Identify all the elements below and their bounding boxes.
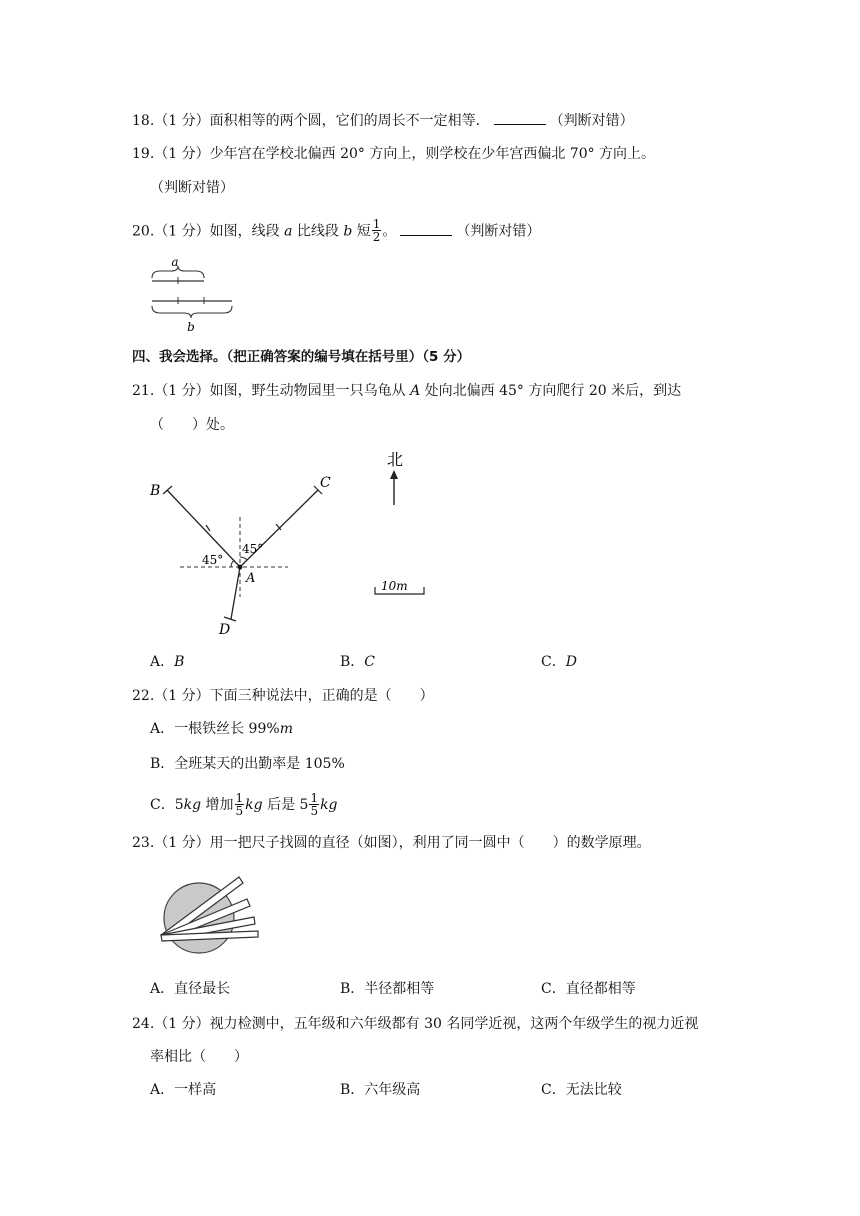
fraction-denominator: 2	[372, 230, 381, 244]
question-19-text: 19.（1 分）少年宫在学校北偏西 20° 方向上，则学校在少年宫西偏北 70° 方向上。	[132, 146, 656, 162]
fraction-denominator: 5	[310, 803, 319, 818]
option-A[interactable]	[150, 719, 293, 739]
question-21-line2: （ ）处。	[150, 417, 234, 433]
unit: kg	[245, 797, 263, 813]
option-letter: B．	[340, 654, 365, 670]
question-24-line2: 率相比（ ）	[150, 1049, 248, 1065]
option-B[interactable]	[340, 652, 375, 672]
variable-a: a	[284, 223, 293, 240]
fraction-one-fifth	[235, 792, 245, 817]
label-a: a	[171, 255, 179, 269]
question-21-text: 21.（1 分）如图，野生动物园里一只乌龟从	[132, 383, 411, 399]
variable-b: b	[343, 223, 353, 240]
north-label: 北	[387, 450, 404, 469]
section-title: 四、我会选择。（把正确答案的编号填在括号里）（5 分）	[132, 349, 471, 365]
question-22: 22.（1 分）下面三种说法中，正确的是（ ）	[132, 688, 434, 704]
path-to-D	[231, 567, 240, 619]
end-tick	[163, 486, 172, 494]
label-C: C	[320, 475, 331, 491]
angle-label-right: 45°	[242, 542, 264, 556]
question-24: 24.（1 分）视力检测中，五年级和六年级都有 30 名同学近视，这两个年级学生的视力近视	[132, 1016, 699, 1032]
fraction-denominator: 5	[235, 803, 244, 818]
question-20-text-mid: 比线段	[292, 223, 344, 240]
unit: kg	[183, 797, 202, 813]
brace-top	[152, 266, 204, 278]
unit: m	[279, 721, 293, 737]
option-B[interactable]: B．六年级高	[340, 1082, 421, 1098]
option-letter: C．	[541, 654, 566, 670]
option-value: D	[565, 654, 577, 670]
option-C[interactable]: C．无法比较	[541, 1082, 622, 1098]
option-A[interactable]: A．一样高	[150, 1082, 217, 1098]
option-text: 后是 5	[262, 797, 309, 813]
judge-note: （判断对错）	[549, 113, 634, 129]
option-text: A．一根铁丝长 99%	[150, 721, 280, 737]
variable-A: A	[410, 383, 421, 399]
question-21-text-end: 处向北偏西 45° 方向爬行 20 米后，到达	[420, 383, 682, 399]
fraction-one-fifth	[309, 792, 319, 817]
question-20-end: 。	[382, 223, 397, 240]
fraction-one-half	[372, 218, 382, 243]
question-19	[132, 144, 655, 164]
question-20	[132, 219, 540, 244]
north-arrow-head	[390, 470, 398, 479]
question-19-note	[150, 178, 234, 198]
question-21	[132, 381, 681, 401]
label-b: b	[187, 320, 195, 334]
option-C[interactable]	[150, 790, 338, 820]
circle-ruler-figure	[156, 875, 266, 960]
scale-label: 10m	[381, 579, 408, 593]
option-A[interactable]: A．直径最长	[150, 981, 231, 997]
point-A	[238, 565, 243, 570]
direction-diagram	[140, 445, 440, 645]
judge-note: （判断对错）	[456, 223, 541, 240]
answer-blank-20[interactable]	[400, 223, 452, 236]
option-A[interactable]	[150, 652, 184, 672]
label-B: B	[150, 483, 161, 499]
question-20-text: 20.（1 分）如图，线段	[132, 223, 285, 240]
option-C[interactable]: C．直径都相等	[541, 981, 636, 997]
question-20-text-short: 短	[352, 223, 371, 240]
answer-blank-18[interactable]	[494, 112, 546, 125]
unit: kg	[320, 797, 338, 813]
option-C[interactable]	[541, 652, 577, 672]
fraction-numerator: 1	[372, 217, 381, 231]
brace-bottom	[152, 306, 232, 318]
segment-figure	[148, 252, 238, 334]
mid-tick	[206, 525, 210, 531]
option-text: C．5	[150, 797, 184, 813]
end-tick	[224, 617, 236, 621]
question-18	[132, 111, 634, 131]
option-value: C	[364, 654, 376, 670]
option-letter: A．	[150, 654, 175, 670]
fraction-numerator: 1	[310, 790, 319, 805]
label-A: A	[246, 571, 256, 586]
angle-label-left: 45°	[202, 553, 224, 567]
angle-arc-right	[240, 557, 247, 560]
question-18-text: 18.（1 分）面积相等的两个圆，它们的周长不一定相等．	[132, 113, 490, 129]
option-value: B	[174, 654, 185, 670]
option-B[interactable]: B．全班某天的出勤率是 105%	[150, 756, 345, 772]
option-B[interactable]: B．半径都相等	[340, 981, 435, 997]
angle-arc-left	[231, 561, 234, 567]
question-23: 23.（1 分）用一把尺子找圆的直径（如图），利用了同一圆中（ ）的数学原理。	[132, 835, 651, 851]
option-text: 增加	[201, 797, 234, 813]
judge-note: （判断对错）	[150, 180, 234, 196]
fraction-numerator: 1	[235, 790, 244, 805]
label-D: D	[219, 622, 231, 638]
